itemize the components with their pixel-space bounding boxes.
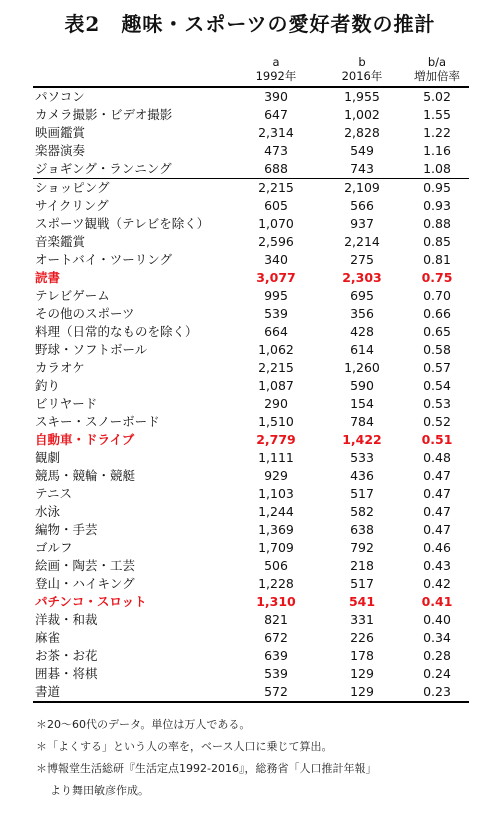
value-1992: 647 — [264, 106, 288, 122]
ratio: 1.55 — [423, 106, 451, 122]
table-row — [33, 665, 469, 683]
value-2016: 1,260 — [344, 359, 380, 375]
header-row-letters — [33, 52, 469, 68]
value-1992: 539 — [264, 305, 288, 321]
ratio: 0.95 — [405, 179, 469, 198]
row-name: 競馬・競輪・競艇 — [35, 467, 136, 483]
row-name: 野球・ソフトボール — [35, 341, 148, 357]
value-1992: 572 — [233, 683, 319, 702]
value-1992: 1,228 — [258, 575, 294, 591]
header-cell: 1992年 — [233, 68, 319, 87]
row-name: パソコン — [35, 88, 85, 104]
value-2016: 582 — [350, 503, 374, 519]
value-2016: 178 — [350, 647, 374, 663]
value-2016: 541 — [348, 593, 376, 609]
footnote: ＊博報堂生活総研『生活定点1992-2016』，総務省「人口推計年報」 — [36, 762, 377, 775]
row-name: 観劇 — [35, 449, 61, 465]
ratio: 0.24 — [423, 665, 451, 681]
value-1992: 605 — [264, 197, 288, 213]
data-table — [33, 52, 469, 703]
value-2016: 792 — [350, 539, 374, 555]
ratio: 1.16 — [423, 142, 451, 158]
value-1992: 664 — [264, 323, 288, 339]
table-row — [33, 359, 469, 377]
value-1992: 1,510 — [258, 413, 294, 429]
table-row — [33, 521, 469, 539]
row-name: テレビゲーム — [35, 287, 110, 303]
table-row — [33, 323, 469, 341]
value-1992: 1,087 — [258, 377, 294, 393]
value-2016: 428 — [350, 323, 374, 339]
value-2016: 2,109 — [319, 179, 405, 198]
value-1992: 1,062 — [258, 341, 294, 357]
value-2016: 356 — [350, 305, 374, 321]
header-cell: 増加倍率 — [405, 68, 469, 87]
value-1992: 2,596 — [258, 233, 294, 249]
table-row — [33, 377, 469, 395]
ratio: 0.51 — [421, 431, 453, 447]
ratio: 0.42 — [423, 575, 451, 591]
table-row — [33, 449, 469, 467]
value-2016: 226 — [350, 629, 374, 645]
value-1992: 1,244 — [258, 503, 294, 519]
row-name: 釣り — [35, 377, 61, 393]
row-name: 映画鑑賞 — [35, 124, 86, 140]
row-name: 書道 — [33, 683, 233, 702]
ratio: 0.85 — [423, 233, 451, 249]
table-row — [33, 395, 469, 413]
row-name: カメラ撮影・ビデオ撮影 — [35, 106, 173, 122]
table-row — [33, 575, 469, 593]
table-row — [33, 197, 469, 215]
footnotes — [36, 714, 476, 802]
table-row — [33, 160, 469, 179]
ratio: 0.75 — [421, 269, 453, 285]
row-name: サイクリング — [35, 197, 109, 213]
table-row — [33, 287, 469, 305]
value-2016: 549 — [350, 142, 374, 158]
value-2016: 566 — [350, 197, 374, 213]
row-name: ジョギング・ランニング — [35, 160, 172, 176]
value-2016: 614 — [350, 341, 374, 357]
ratio: 0.70 — [423, 287, 451, 303]
table-row — [33, 179, 469, 198]
value-1992: 821 — [264, 611, 288, 627]
value-1992: 1,103 — [258, 485, 294, 501]
ratio: 0.46 — [423, 539, 451, 555]
value-2016: 517 — [350, 485, 374, 501]
header-cell — [33, 68, 233, 87]
value-2016: 517 — [350, 575, 374, 591]
value-1992: 1,369 — [258, 521, 294, 537]
page-title: 表2 趣味・スポーツの愛好者数の推計 — [64, 12, 436, 36]
value-1992: 539 — [264, 665, 288, 681]
table-row — [33, 124, 469, 142]
row-name: 楽器演奏 — [35, 142, 86, 158]
value-2016: 275 — [350, 251, 374, 267]
value-2016: 331 — [350, 611, 374, 627]
ratio: 0.40 — [423, 611, 451, 627]
value-2016: 937 — [350, 215, 374, 231]
row-name: 洋裁・和裁 — [35, 611, 98, 627]
footnote: ＊20～60代のデータ。単位は万人である。 — [36, 718, 251, 731]
value-1992: 1,709 — [258, 539, 294, 555]
table-row — [33, 87, 469, 106]
table-row — [33, 142, 469, 160]
ratio: 1.22 — [423, 124, 451, 140]
value-2016: 743 — [350, 160, 374, 176]
ratio: 0.23 — [405, 683, 469, 702]
value-2016: 154 — [350, 395, 374, 411]
value-2016: 1,955 — [344, 88, 380, 104]
ratio: 1.08 — [423, 160, 451, 176]
ratio: 0.53 — [423, 395, 451, 411]
row-name: お茶・お花 — [35, 647, 98, 663]
row-name: カラオケ — [35, 359, 85, 375]
value-2016: 784 — [350, 413, 374, 429]
value-1992: 2,215 — [258, 359, 294, 375]
table-row — [33, 106, 469, 124]
value-1992: 390 — [264, 88, 288, 104]
ratio: 0.57 — [423, 359, 451, 375]
row-name: 編物・手芸 — [35, 521, 98, 537]
value-2016: 638 — [350, 521, 374, 537]
ratio: 0.66 — [423, 305, 451, 321]
value-1992: 340 — [264, 251, 288, 267]
row-name: 囲碁・将棋 — [35, 665, 98, 681]
value-1992: 929 — [264, 467, 288, 483]
ratio: 0.41 — [421, 593, 453, 609]
row-name: ショッピング — [33, 179, 233, 198]
table-row — [33, 647, 469, 665]
ratio: 0.47 — [423, 521, 451, 537]
footnote: ＊「よくする」という人の率を，ベース人口に乗じて算出。 — [36, 740, 333, 753]
value-1992: 688 — [264, 160, 288, 176]
value-1992: 3,077 — [256, 269, 296, 285]
table-row — [33, 413, 469, 431]
value-2016: 218 — [350, 557, 374, 573]
ratio: 0.48 — [423, 449, 451, 465]
table-row — [33, 305, 469, 323]
ratio: 5.02 — [423, 88, 451, 104]
value-2016: 2,828 — [344, 124, 380, 140]
value-1992: 1,111 — [258, 449, 294, 465]
ratio: 0.52 — [423, 413, 451, 429]
value-1992: 995 — [264, 287, 288, 303]
ratio: 0.88 — [423, 215, 451, 231]
ratio: 0.93 — [423, 197, 451, 213]
header-cell: b/a — [427, 54, 447, 69]
row-name: 音楽鑑賞 — [35, 233, 86, 249]
value-1992: 290 — [264, 395, 288, 411]
ratio: 0.47 — [423, 503, 451, 519]
table-row — [33, 683, 469, 702]
ratio: 0.28 — [423, 647, 451, 663]
table-row — [33, 269, 469, 287]
value-2016: 533 — [350, 449, 374, 465]
row-name: オートバイ・ツーリング — [35, 251, 173, 267]
table-row — [33, 629, 469, 647]
table-row — [33, 539, 469, 557]
ratio: 0.65 — [423, 323, 451, 339]
value-2016: 436 — [350, 467, 374, 483]
row-name: 麻雀 — [35, 629, 61, 645]
value-1992: 1,310 — [256, 593, 296, 609]
value-2016: 1,422 — [342, 431, 382, 447]
table-row — [33, 251, 469, 269]
value-1992: 2,779 — [256, 431, 296, 447]
table-row — [33, 593, 469, 611]
ratio: 0.34 — [423, 629, 451, 645]
table-row — [33, 215, 469, 233]
table-row — [33, 341, 469, 359]
value-2016: 695 — [350, 287, 374, 303]
row-name: 自動車・ドライブ — [35, 431, 135, 447]
table-row — [33, 557, 469, 575]
row-name: ゴルフ — [35, 539, 73, 555]
ratio: 0.54 — [423, 377, 451, 393]
ratio: 0.47 — [423, 485, 451, 501]
table-row — [33, 431, 469, 449]
header-cell: b — [358, 54, 366, 69]
row-name: パチンコ・スロット — [35, 593, 147, 609]
value-1992: 2,215 — [233, 179, 319, 198]
row-name: 料理（日常的なものを除く） — [35, 323, 198, 339]
row-name: スポーツ観戦（テレビを除く） — [35, 215, 210, 231]
header-row-labels — [33, 68, 469, 87]
row-name: テニス — [35, 485, 73, 501]
header-cell — [33, 52, 233, 68]
value-2016: 129 — [350, 665, 374, 681]
ratio: 0.47 — [423, 467, 451, 483]
value-2016: 2,214 — [344, 233, 380, 249]
ratio: 0.81 — [423, 251, 451, 267]
value-1992: 672 — [264, 629, 288, 645]
value-1992: 2,314 — [258, 124, 294, 140]
value-2016: 129 — [319, 683, 405, 702]
value-2016: 2,303 — [342, 269, 382, 285]
footnote: より舞田敏彦作成。 — [50, 784, 149, 797]
value-2016: 1,002 — [344, 106, 380, 122]
row-name: 水泳 — [35, 503, 61, 519]
table-row — [33, 467, 469, 485]
table-body — [33, 87, 469, 702]
row-name: 読書 — [35, 269, 61, 285]
value-1992: 639 — [264, 647, 288, 663]
table-row — [33, 485, 469, 503]
value-1992: 1,070 — [258, 215, 294, 231]
value-2016: 590 — [350, 377, 374, 393]
row-name: 登山・ハイキング — [35, 575, 135, 591]
header-cell: 2016年 — [319, 68, 405, 87]
header-cell: a — [272, 54, 280, 69]
row-name: スキー・スノーボード — [35, 413, 160, 429]
row-name: 絵画・陶芸・工芸 — [35, 557, 136, 573]
row-name: ビリヤード — [35, 395, 98, 411]
row-name: その他のスポーツ — [35, 305, 135, 321]
value-1992: 473 — [264, 142, 288, 158]
ratio: 0.58 — [423, 341, 451, 357]
ratio: 0.43 — [423, 557, 451, 573]
table-row — [33, 611, 469, 629]
table-row — [33, 503, 469, 521]
value-1992: 506 — [264, 557, 288, 573]
table-row — [33, 233, 469, 251]
